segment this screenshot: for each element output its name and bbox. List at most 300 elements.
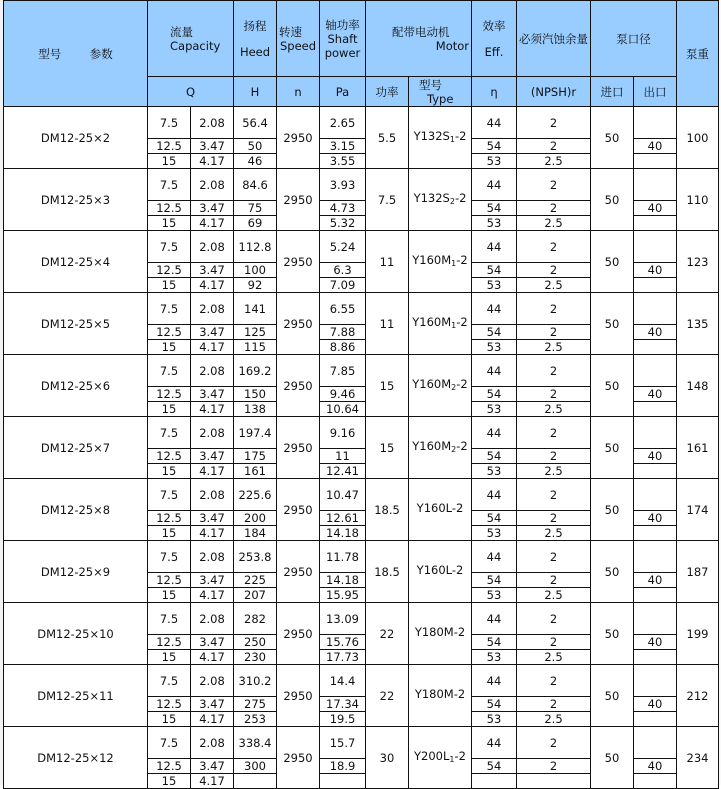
capacity-m3h-cell: 7.5 [148,107,191,139]
header-q: Q [148,77,234,107]
motor-type-subscript: 2 [451,444,457,454]
header-shaft-power-en2: power [324,45,361,60]
outlet-cell: 40 [634,325,677,340]
capacity-ls-cell: 4.17 [191,526,234,541]
header-motor-type-en: Type [427,91,454,106]
motor-power-cell: 15 [366,355,409,417]
motor-power-cell: 30 [366,727,409,789]
motor-type-base: Y160L-2 [416,562,464,577]
table-row [4,293,719,325]
capacity-m3h-cell: 15 [148,650,191,665]
capacity-ls-cell: 3.47 [191,139,234,154]
capacity-ls-cell: 2.08 [191,293,234,325]
npsh-cell: 2 [517,139,591,154]
speed-cell: 2950 [277,107,320,169]
header-caliber [591,1,677,77]
shaft-power-cell: 17.34 [320,697,366,712]
efficiency-cell: 54 [472,325,517,340]
header-param: 参数 [89,46,113,61]
capacity-ls-cell: 4.17 [191,588,234,603]
capacity-ls-cell: 2.08 [191,541,234,573]
motor-type-subscript: 2 [449,196,455,206]
npsh-cell: 2 [517,449,591,464]
npsh-cell: 2 [517,479,591,511]
header-speed [277,1,320,77]
header-npsh-cn: 必须汽蚀余量 [519,31,588,46]
npsh-cell: 2 [517,355,591,387]
weight-cell: 212 [677,665,719,727]
npsh-cell: 2.5 [517,216,591,231]
motor-type-base: Y160M [412,376,452,391]
capacity-ls-cell: 2.08 [191,727,234,759]
capacity-m3h-cell: 15 [148,712,191,727]
outlet-cell: 40 [634,387,677,402]
motor-type-base: Y200L [414,748,450,763]
outlet-cell: 40 [634,697,677,712]
outlet-cell-empty [634,417,677,449]
efficiency-cell: 54 [472,635,517,650]
header-motor-type-cn: 型号 [419,77,442,92]
shaft-power-cell: 5.24 [320,231,366,263]
header-model: 型号 [38,46,62,61]
shaft-power-cell: 7.85 [320,355,366,387]
outlet-cell-empty [634,479,677,511]
model-cell: DM12-25×8 [4,479,148,541]
weight-cell: 234 [677,727,719,789]
table-row [4,479,719,511]
outlet-cell: 40 [634,511,677,526]
motor-power-cell: 11 [366,231,409,293]
head-cell: 92 [234,278,277,293]
shaft-power-cell: 9.46 [320,387,366,402]
shaft-power-cell: 15.7 [320,727,366,759]
motor-type-base: Y180M-2 [414,686,466,701]
capacity-ls-cell: 2.08 [191,107,234,139]
efficiency-cell: 44 [472,541,517,573]
header-head-cn: 扬程 [243,18,267,33]
head-cell: 207 [234,588,277,603]
shaft-power-cell: 14.4 [320,665,366,697]
speed-cell: 2950 [277,541,320,603]
head-cell: 253 [234,712,277,727]
efficiency-cell: 44 [472,479,517,511]
shaft-power-cell: 8.86 [320,340,366,355]
inlet-cell: 50 [591,541,634,603]
outlet-cell: 40 [634,449,677,464]
head-cell: 161 [234,464,277,479]
capacity-ls-cell: 3.47 [191,635,234,650]
capacity-ls-cell: 3.47 [191,697,234,712]
motor-type-cell [409,479,472,541]
capacity-m3h-cell: 15 [148,216,191,231]
header-motor-type [409,77,472,107]
head-cell: 169.2 [234,355,277,387]
capacity-m3h-cell: 12.5 [148,635,191,650]
efficiency-cell: 54 [472,263,517,278]
inlet-cell: 50 [591,727,634,789]
motor-type-cell [409,231,472,293]
efficiency-cell: 44 [472,603,517,635]
capacity-m3h-cell: 12.5 [148,759,191,774]
capacity-ls-cell: 3.47 [191,511,234,526]
header-motor-cn: 配带电动机 [392,24,450,39]
table-row [4,107,719,139]
header-capacity [148,1,234,77]
header-weight [677,1,719,107]
capacity-ls-cell: 4.17 [191,154,234,169]
header-weight-cn: 泵重 [686,46,709,61]
weight-cell: 161 [677,417,719,479]
outlet-cell-empty [634,526,677,541]
outlet-cell: 40 [634,201,677,216]
motor-type-base: Y132S [413,128,450,143]
head-cell: 253.8 [234,541,277,573]
npsh-cell: 2 [517,325,591,340]
npsh-cell [517,774,591,789]
capacity-ls-cell: 3.47 [191,759,234,774]
capacity-m3h-cell: 7.5 [148,727,191,759]
model-cell: DM12-25×4 [4,231,148,293]
motor-type-suffix: -2 [454,748,466,763]
head-cell: 56.4 [234,107,277,139]
motor-type-suffix: -2 [456,252,468,267]
efficiency-cell: 53 [472,650,517,665]
header-eta: η [472,77,517,107]
outlet-cell-empty [634,107,677,139]
capacity-ls-cell: 2.08 [191,355,234,387]
shaft-power-cell: 7.09 [320,278,366,293]
head-cell: 50 [234,139,277,154]
shaft-power-cell: 3.93 [320,169,366,201]
header-head-en: Heed [239,44,271,59]
capacity-ls-cell: 4.17 [191,464,234,479]
header-pa: Pa [320,77,366,107]
head-cell: 275 [234,697,277,712]
head-cell: 338.4 [234,727,277,759]
capacity-ls-cell: 4.17 [191,278,234,293]
weight-cell: 135 [677,293,719,355]
inlet-cell: 50 [591,293,634,355]
head-cell: 100 [234,263,277,278]
outlet-cell: 40 [634,139,677,154]
outlet-cell-empty [634,340,677,355]
header-capacity-cn: 流量 [170,24,193,39]
capacity-ls-cell: 2.08 [191,169,234,201]
outlet-cell-empty [634,588,677,603]
header-shaft-power-cn: 轴功率 [325,17,360,32]
capacity-ls-cell: 4.17 [191,340,234,355]
capacity-m3h-cell: 7.5 [148,479,191,511]
capacity-m3h-cell: 15 [148,774,191,789]
shaft-power-cell: 11.78 [320,541,366,573]
shaft-power-cell: 11 [320,449,366,464]
pump-spec-table [3,0,719,789]
capacity-m3h-cell: 12.5 [148,201,191,216]
npsh-cell: 2.5 [517,526,591,541]
header-speed-cn: 转速 [279,24,302,39]
efficiency-cell: 54 [472,387,517,402]
speed-cell: 2950 [277,603,320,665]
motor-type-cell [409,665,472,727]
header-shaft-power-en1: Shaft [327,31,358,46]
efficiency-cell: 53 [472,464,517,479]
shaft-power-cell: 12.41 [320,464,366,479]
npsh-cell: 2 [517,511,591,526]
motor-type-subscript: 1 [451,320,457,330]
efficiency-cell: 54 [472,449,517,464]
efficiency-cell [472,774,517,789]
motor-power-cell: 22 [366,603,409,665]
speed-cell: 2950 [277,293,320,355]
npsh-cell: 2.5 [517,588,591,603]
capacity-m3h-cell: 12.5 [148,387,191,402]
efficiency-cell: 53 [472,588,517,603]
capacity-ls-cell: 3.47 [191,325,234,340]
motor-type-suffix: -2 [454,190,467,205]
outlet-cell-empty [634,665,677,697]
head-cell [234,774,277,789]
shaft-power-cell: 15.95 [320,588,366,603]
shaft-power-cell: 3.15 [320,139,366,154]
outlet-cell-empty [634,293,677,325]
efficiency-cell: 54 [472,201,517,216]
table-row [4,417,719,449]
inlet-cell: 50 [591,417,634,479]
efficiency-cell: 53 [472,278,517,293]
outlet-cell-empty [634,169,677,201]
npsh-cell: 2.5 [517,464,591,479]
header-head [234,1,277,77]
model-cell: DM12-25×10 [4,603,148,665]
capacity-ls-cell: 4.17 [191,774,234,789]
npsh-cell: 2 [517,201,591,216]
shaft-power-cell: 3.55 [320,154,366,169]
capacity-m3h-cell: 7.5 [148,541,191,573]
motor-type-base: Y132S [413,190,450,205]
capacity-ls-cell: 2.08 [191,479,234,511]
capacity-ls-cell: 4.17 [191,402,234,417]
head-cell: 282 [234,603,277,635]
model-cell: DM12-25×2 [4,107,148,169]
motor-power-cell: 5.5 [366,107,409,169]
efficiency-cell: 53 [472,402,517,417]
speed-cell: 2950 [277,665,320,727]
motor-type-suffix: -2 [456,314,468,329]
speed-cell: 2950 [277,479,320,541]
efficiency-cell: 54 [472,759,517,774]
header-shaft-power [320,1,366,77]
inlet-cell: 50 [591,169,634,231]
capacity-ls-cell: 3.47 [191,387,234,402]
capacity-ls-cell: 3.47 [191,449,234,464]
efficiency-cell: 44 [472,355,517,387]
shaft-power-cell: 9.16 [320,417,366,449]
header-n: n [277,77,320,107]
efficiency-cell: 54 [472,139,517,154]
npsh-cell: 2 [517,603,591,635]
head-cell: 112.8 [234,231,277,263]
speed-cell: 2950 [277,727,320,789]
efficiency-cell: 44 [472,231,517,263]
head-cell: 225.6 [234,479,277,511]
capacity-ls-cell: 4.17 [191,650,234,665]
speed-cell: 2950 [277,355,320,417]
motor-type-subscript: 2 [451,382,457,392]
efficiency-cell: 53 [472,712,517,727]
outlet-cell-empty [634,712,677,727]
head-cell: 175 [234,449,277,464]
outlet-cell: 40 [634,635,677,650]
model-cell: DM12-25×7 [4,417,148,479]
inlet-cell: 50 [591,107,634,169]
motor-type-subscript: 1 [449,754,455,764]
header-efficiency-en: Eff. [484,44,504,59]
header-motor-en: Motor [435,38,469,53]
efficiency-cell: 54 [472,511,517,526]
motor-power-cell: 15 [366,417,409,479]
npsh-cell: 2 [517,169,591,201]
outlet-cell: 40 [634,573,677,588]
inlet-cell: 50 [591,479,634,541]
npsh-cell: 2 [517,541,591,573]
header-speed-en: Speed [279,38,317,53]
motor-type-subscript: 1 [449,134,455,144]
capacity-m3h-cell: 7.5 [148,603,191,635]
outlet-cell-empty [634,603,677,635]
npsh-cell: 2 [517,727,591,759]
header-inlet: 进口 [591,77,634,107]
table-row [4,665,719,697]
motor-type-cell [409,417,472,479]
outlet-cell: 40 [634,759,677,774]
table-row [4,727,719,759]
weight-cell: 100 [677,107,719,169]
npsh-cell: 2 [517,231,591,263]
motor-power-cell: 22 [366,665,409,727]
shaft-power-cell: 18.9 [320,759,366,774]
capacity-m3h-cell: 7.5 [148,293,191,325]
outlet-cell-empty [634,216,677,231]
efficiency-cell: 44 [472,293,517,325]
header-efficiency [472,1,517,77]
shaft-power-cell: 13.09 [320,603,366,635]
header-efficiency-cn: 效率 [482,18,506,33]
speed-cell: 2950 [277,169,320,231]
npsh-cell: 2.5 [517,278,591,293]
capacity-m3h-cell: 15 [148,526,191,541]
shaft-power-cell [320,774,366,789]
inlet-cell: 50 [591,355,634,417]
inlet-cell: 50 [591,603,634,665]
header-model-param [4,1,148,107]
head-cell: 300 [234,759,277,774]
efficiency-cell: 53 [472,154,517,169]
head-cell: 230 [234,650,277,665]
capacity-ls-cell: 3.47 [191,263,234,278]
shaft-power-cell: 10.47 [320,479,366,511]
shaft-power-cell: 19.5 [320,712,366,727]
table-row [4,169,719,201]
table-row [4,231,719,263]
table-row [4,603,719,635]
npsh-cell: 2 [517,263,591,278]
outlet-cell-empty [634,355,677,387]
npsh-cell: 2.5 [517,340,591,355]
motor-type-cell [409,107,472,169]
motor-type-base: Y160L-2 [416,500,464,515]
shaft-power-cell: 7.88 [320,325,366,340]
capacity-m3h-cell: 15 [148,588,191,603]
table-row [4,541,719,573]
head-cell: 115 [234,340,277,355]
motor-type-cell [409,293,472,355]
weight-cell: 148 [677,355,719,417]
model-cell: DM12-25×12 [4,727,148,789]
capacity-m3h-cell: 12.5 [148,573,191,588]
capacity-m3h-cell: 15 [148,278,191,293]
efficiency-cell: 54 [472,697,517,712]
capacity-ls-cell: 3.47 [191,201,234,216]
header-outlet: 出口 [634,77,677,107]
capacity-ls-cell: 2.08 [191,665,234,697]
efficiency-cell: 44 [472,665,517,697]
capacity-ls-cell: 4.17 [191,216,234,231]
motor-type-suffix: -2 [456,376,468,391]
efficiency-cell: 54 [472,573,517,588]
weight-cell: 110 [677,169,719,231]
table-row [4,355,719,387]
outlet-cell-empty [634,727,677,759]
shaft-power-cell: 10.64 [320,402,366,417]
npsh-cell: 2.5 [517,154,591,169]
outlet-cell-empty [634,231,677,263]
npsh-cell: 2 [517,417,591,449]
header-motor-power: 功率 [366,77,409,107]
shaft-power-cell: 14.18 [320,526,366,541]
capacity-m3h-cell: 12.5 [148,263,191,278]
efficiency-cell: 44 [472,107,517,139]
weight-cell: 187 [677,541,719,603]
motor-type-base: Y160M [412,314,452,329]
capacity-m3h-cell: 15 [148,154,191,169]
header-npsh-symbol: (NPSH)r [517,77,591,107]
inlet-cell: 50 [591,231,634,293]
header-capacity-en: Capacity [170,38,221,53]
npsh-cell: 2 [517,293,591,325]
npsh-cell: 2.5 [517,712,591,727]
motor-type-cell [409,541,472,603]
capacity-m3h-cell: 7.5 [148,231,191,263]
efficiency-cell: 53 [472,216,517,231]
head-cell: 75 [234,201,277,216]
capacity-m3h-cell: 12.5 [148,325,191,340]
shaft-power-cell: 2.65 [320,107,366,139]
capacity-ls-cell: 4.17 [191,712,234,727]
motor-power-cell: 7.5 [366,169,409,231]
motor-power-cell: 11 [366,293,409,355]
capacity-ls-cell: 2.08 [191,417,234,449]
header-h: H [234,77,277,107]
npsh-cell: 2 [517,697,591,712]
head-cell: 250 [234,635,277,650]
weight-cell: 199 [677,603,719,665]
motor-power-cell: 18.5 [366,479,409,541]
outlet-cell-empty [634,402,677,417]
header-npsh [517,1,591,77]
weight-cell: 174 [677,479,719,541]
shaft-power-cell: 14.18 [320,573,366,588]
capacity-m3h-cell: 12.5 [148,139,191,154]
